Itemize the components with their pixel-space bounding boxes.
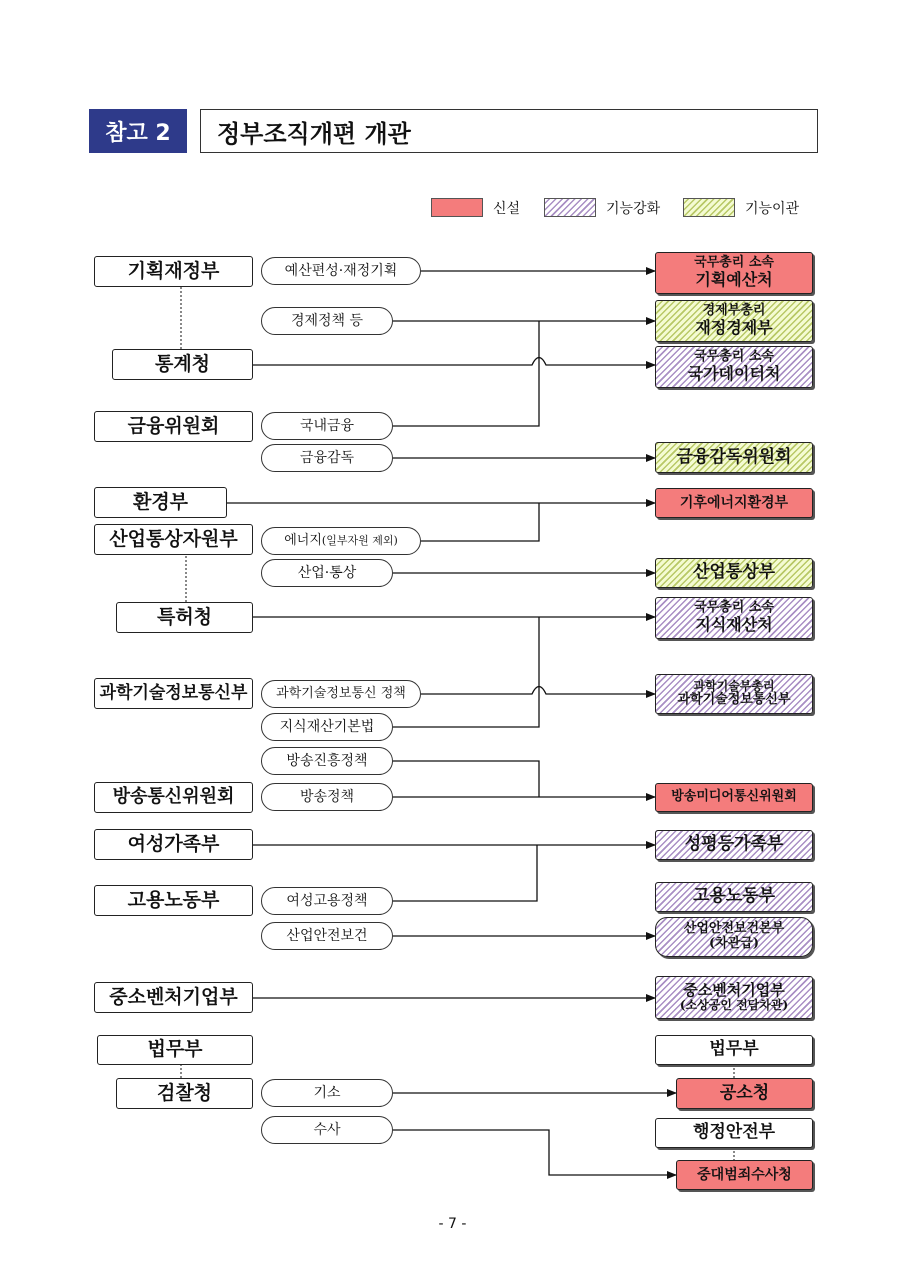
legend-label-strengthen: 기능강화	[606, 201, 661, 217]
target-safety-hq	[655, 917, 813, 957]
org-kostat: 통계청	[112, 349, 253, 380]
legend-label-new: 신설	[493, 201, 521, 217]
target-mofe-name: 재정경제부	[695, 318, 773, 338]
org-moef: 기획재정부	[94, 256, 253, 287]
target-indict: 공소청	[676, 1078, 813, 1109]
org-kcc: 방송통신위원회	[94, 782, 253, 813]
fn-investigate: 수사	[261, 1116, 393, 1144]
target-data-office-name: 국가데이터처	[687, 364, 781, 384]
target-media: 방송미디어통신위원회	[655, 783, 813, 812]
fn-econ: 경제정책 등	[261, 307, 393, 335]
fn-budget: 예산편성·재정기획	[261, 257, 421, 285]
fn-energy	[261, 527, 421, 555]
org-kipo: 특허청	[116, 602, 253, 633]
target-mofe-sub: 경제부총리	[702, 303, 766, 319]
fn-finsup: 금융감독	[261, 444, 393, 472]
target-mss-note: (소상공인 전담차관)	[679, 998, 789, 1013]
target-safety-hq-note: (차관급)	[709, 936, 759, 951]
target-data-office-sub: 국무총리 소속	[694, 349, 774, 365]
fn-energy-main: 에너지	[284, 532, 322, 548]
org-fsc: 금융위원회	[94, 411, 253, 442]
fn-womenemp: 여성고용정책	[261, 887, 393, 915]
fn-prosecute: 기소	[261, 1079, 393, 1107]
reference-badge: 참고 2	[89, 109, 187, 153]
target-budget-office	[655, 252, 813, 294]
target-moj: 법무부	[655, 1035, 813, 1065]
target-climate: 기후에너지환경부	[655, 488, 813, 518]
target-safety-hq-name: 산업안전보건본부	[683, 921, 785, 937]
target-msit-sub: 과학기술부총리	[693, 678, 775, 693]
fn-domfin: 국내금융	[261, 412, 393, 440]
org-moj: 법무부	[97, 1035, 253, 1065]
org-me: 환경부	[94, 487, 227, 518]
target-budget-office-name: 기획예산처	[695, 270, 773, 290]
target-ip-office	[655, 597, 813, 639]
fn-sciict: 과학기술정보통신 정책	[261, 680, 421, 708]
legend-label-transfer: 기능이관	[745, 201, 800, 217]
org-mogef: 여성가족부	[94, 829, 253, 860]
org-motie: 산업통상자원부	[94, 524, 253, 555]
target-budget-office-sub: 국무총리 소속	[694, 255, 774, 271]
target-data-office	[655, 346, 813, 388]
target-scia: 중대범죄수사청	[676, 1160, 813, 1190]
fn-ipbasic: 지식재산기본법	[261, 713, 393, 741]
target-msit	[655, 674, 813, 714]
target-fsa: 금융감독위원회	[655, 442, 813, 473]
target-ip-office-sub: 국무총리 소속	[694, 600, 774, 616]
page-title: 정부조직개편 개관	[200, 109, 818, 153]
target-mss-name: 중소벤처기업부	[683, 980, 785, 999]
target-moel: 고용노동부	[655, 882, 813, 912]
fn-industry: 산업·통상	[261, 559, 393, 587]
target-ip-office-name: 지식재산처	[695, 615, 773, 635]
target-mois: 행정안전부	[655, 1118, 813, 1148]
fn-bcpromo: 방송진흥정책	[261, 747, 393, 775]
org-msit: 과학기술정보통신부	[94, 678, 253, 709]
target-mofe	[655, 300, 813, 342]
target-mti: 산업통상부	[655, 558, 813, 588]
target-msit-name: 과학기술정보통신부	[677, 692, 791, 708]
fn-bcpolicy: 방송정책	[261, 783, 393, 811]
org-moel: 고용노동부	[94, 885, 253, 916]
fn-safety: 산업안전보건	[261, 922, 393, 950]
target-gender: 성평등가족부	[655, 830, 813, 860]
page-number: - 7 -	[438, 1216, 467, 1232]
target-mss	[655, 976, 813, 1019]
org-mss: 중소벤처기업부	[94, 982, 253, 1013]
fn-energy-note: (일부자원 제외)	[321, 533, 398, 547]
org-spo: 검찰청	[116, 1078, 253, 1109]
